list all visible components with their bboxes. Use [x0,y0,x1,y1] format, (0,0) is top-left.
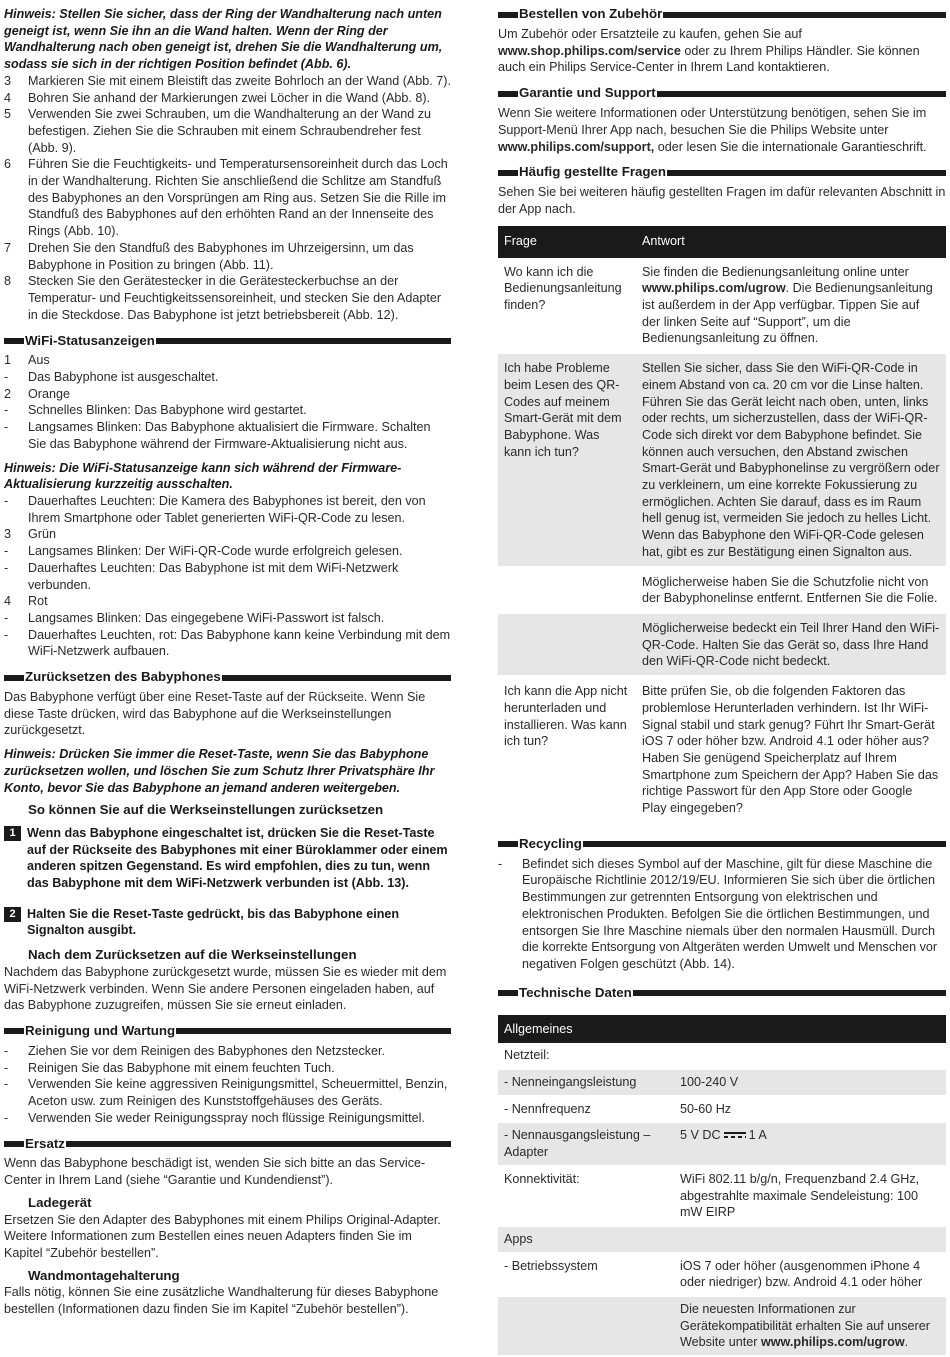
table-row: - Nennfrequenz 50-60 Hz [498,1096,946,1123]
heading-bar [498,91,518,97]
column-header-question: Frage [498,226,636,258]
section-heading-accessories: Bestellen von Zubehör [498,6,946,23]
heading-bar [663,12,946,18]
wall-mount-hint: Hinweis: Stellen Sie sicher, dass der Ring der Wandhalterung nach unten geneigt ist, wenn Sie ihn an die Wand halten. Wenn der Ring der Wandhalterung nach oben geneigt ist, drehen Sie die Wandhalterung um, sodass sie sich in der richtigen Position befindet (Abb. 6). [4,7,443,72]
list-item: - Verwenden Sie keine aggressiven Reinigungsmittel, Scheuermittel, Benzin, Aceton usw. zum Reinigen des Kunststoffgehäuses des Geräts. [4,1077,448,1109]
heading-bar [156,338,451,344]
dc-symbol-icon [724,1132,746,1140]
list-item: 4 Rot [4,594,48,609]
list-item: - Ziehen Sie vor dem Reinigen des Babyphones den Netzstecker. [4,1043,386,1058]
table-row: Möglicherweise haben Sie die Schutzfolie nicht von der Babyphonelinse entfernt. Entfernen Sie die Folie. [498,567,946,613]
after-reset-text: Nachdem das Babyphone zurückgesetzt wurde, müssen Sie es wieder mit dem WiFi-Netzwerk verbinden. Wenn Sie andere Personen eingeladen haben, auf das Babyphone zuzugreifen, müssen Sie sie erneut einladen. [4,964,447,1013]
faq-table [498,226,946,824]
wifi-hint: Hinweis: Die WiFi-Statusanzeige kann sich während der Firmware-Aktualisierung kurzzeitig ausschalten. [4,460,402,492]
section-heading-faq: Häufig gestellte Fragen [498,164,946,181]
section-heading-cleaning: Reinigung und Wartung [4,1023,451,1040]
table-row: Apps [498,1226,946,1253]
list-item: - Langsames Blinken: Der WiFi-QR-Code wurde erfolgreich gelesen. [4,544,403,559]
list-item: 8 Stecken Sie den Gerätestecker in die Gerätesteckerbuchse an der Temperatur- und Feuchtigkeitssensoreinheit, und stecken Sie den Adapter in die Steckdose. Das Babyphone ist jetzt betriebsbereit (Abb. 12). [4,274,442,322]
accessories-text: Um Zubehör oder Ersatzteile zu kaufen, gehen Sie auf www.shop.philips.com/service oder zu Ihrem Philips Händler. Sie können auch ein Philips Service-Center in Ihrem Land kontaktieren. [498,27,920,75]
wifi-status-list [4,352,451,452]
charger-heading: Ladegerät [28,1194,92,1210]
wifi-status-list-2 [4,493,451,660]
compat-link[interactable]: www.philips.com/ugrow [760,1335,905,1350]
heading-bar [4,1141,24,1147]
heading-bar [4,338,24,344]
support-text: Wenn Sie weitere Informationen oder Unterstützung benötigen, sehen Sie im Support-Menü Ihrer App nach, besuchen Sie die Philips Website unter www.philips.com/support, oder lesen Sie die internationale Garantieschrift. [498,106,927,154]
heading-bar [657,91,946,97]
replacement-text: Wenn das Babyphone beschädigt ist, wenden Sie sich bitte an das Service-Center in Ihrem Land (siehe “Garantie und Kundendienst”). [4,1156,426,1188]
ugrow-link[interactable]: www.philips.com/ugrow [642,281,786,296]
section-heading-support: Garantie und Support [498,85,946,102]
faq-intro: Sehen Sie bei weiteren häufig gestellten Fragen im dafür relevanten Abschnitt in der App nach. [498,185,946,216]
left-column [4,6,451,1318]
tech-table [498,1015,946,1357]
list-item: 1 Aus [4,353,50,368]
table-row: - Nenneingangsleistung 100-240 V [498,1069,946,1096]
list-item: 2 Orange [4,386,71,401]
heading-bar [667,170,946,176]
table-row: - Betriebssystem iOS 7 oder höher (ausgenommen iPhone 4 oder niedriger) bzw. Android 4.1 oder höher [498,1253,946,1296]
reset-step: 1 Wenn das Babyphone eingeschaltet ist, drücken Sie die Reset-Taste auf der Rückseite des Babyphones mit einer Büroklammer oder einem anderen spitzen Gegenstand. Es wird empfohlen, dies zu tun, wenn das Babyphone mit dem WiFi-Netzwerk verbunden ist (Abb. 13). [4,825,451,892]
table-row: Netzteil: [498,1043,946,1069]
section-heading-recycling: Recycling [498,836,946,853]
list-item: - Verwenden Sie weder Reinigungsspray noch flüssige Reinigungsmittel. [4,1110,425,1125]
heading-bar [498,170,518,176]
heading-bar [4,675,24,681]
section-heading-replacement: Ersatz [4,1135,451,1152]
section-heading-tech: Technische Daten [498,985,946,1002]
cleaning-list [4,1043,451,1127]
heading-bar [222,675,451,681]
list-item: 3 Grün [4,527,56,542]
wall-mount-text: Falls nötig, können Sie eine zusätzliche Wandhalterung für dieses Babyphone bestellen (Informationen dazu finden Sie im Kapitel “Zubehör bestellen”). [4,1285,439,1317]
table-header [498,226,946,258]
table-row: Die neuesten Informationen zur Gerätekompatibilität erhalten Sie auf unserer Website unter www.philips.com/ugrow. [498,1296,946,1356]
heading-bar [498,841,518,847]
right-column [498,6,946,1357]
column-header-answer: Antwort [636,226,946,258]
charger-text: Ersetzen Sie den Adapter des Babyphones mit einem Philips Original-Adapter. Weitere Informationen zum Bestellen eines neuen Adapters finden Sie im Kapitel “Zubehör bestellen”. [4,1212,441,1260]
list-item: - Langsames Blinken: Das eingegebene WiFi-Passwort ist falsch. [4,610,385,625]
shop-link[interactable]: www.shop.philips.com/service [498,43,681,58]
reset-text: Das Babyphone verfügt über eine Reset-Taste auf der Rückseite. Wenn Sie diese Taste drücken, wird das Babyphone auf die Werkseinstellungen zurückgesetzt. [4,690,426,738]
table-row: Wo kann ich die Bedienungsanleitung finden? Sie finden die Bedienungsanleitung online unter www.philips.com/ugrow. Die Bedienungsanleitung ist außerdem in der App verfügbar. Tippen Sie auf der linken Seite auf “Support”, um die Bedienungsanleitung zu öffnen. [498,258,946,354]
section-heading-wifi: WiFi-Statusanzeigen [4,332,451,349]
support-link[interactable]: www.philips.com/support, [498,139,655,154]
table-row: - Nennausgangsleistung – Adapter 5 V DC 1 A [498,1122,946,1165]
wall-mount-heading: Wandmontagehalterung [28,1267,180,1283]
list-item: - Dauerhaftes Leuchten: Das Babyphone ist mit dem WiFi-Netzwerk verbunden. [4,560,399,592]
list-item: 6 Führen Sie die Feuchtigkeits- und Temperatursensoreinheit durch das Loch in der Wandhalterung. Richten Sie anschließend die Schlitze am Standfuß des Babyphones an den Vorsprüngen am Ring aus. Setzen Sie die Rille im Standfuß des Babyphones auf den erhöhten Rand an der Innenseite des Rings (Abb. 10). [4,157,448,239]
list-item: - Befindet sich dieses Symbol auf der Maschine, gilt für diese Maschine die Europäische Richtlinie 2012/19/EU. Informieren Sie sich über die örtlichen Bestimmungen zur getrennten Entsorgung von elektrischen und elektronischen Produkten. Befolgen Sie die örtlichen Bestimmungen, und entsorgen Sie Ihre Maschine niemals über den normalen Hausmüll. Durch die korrekte Entsorgung von Altgeräten werden Umwelt und Menschen vor negativen Folgen geschützt (Abb. 14). [498,856,938,971]
heading-bar [4,1028,24,1034]
heading-bar [176,1028,451,1034]
heading-bar [66,1141,451,1147]
table-row: Ich kann die App nicht herunterladen und installieren. Was kann ich tun? Bitte prüfen Sie, ob die folgenden Faktoren das problemlose Herunterladen verhindern. Ist Ihr WiFi-Signal stabil und stark genug? Führt Ihr Smart-Gerät iOS 7 oder höher bzw. Android 4.1 oder höher aus? Haben Sie genügend Speicherplatz auf Ihrem Smartphone zum Speichern der App? Haben Sie das richtige Passwort für den App Store oder Google Play eingegeben? [498,676,946,823]
table-row: Konnektivität: WiFi 802.11 b/g/n, Frequenzband 2.4 GHz, abgestrahlte maximale Sendeleistung: 100 mW EIRP [498,1166,946,1226]
section-heading-reset: Zurücksetzen des Babyphones [4,669,451,686]
table-row: Möglicherweise bedeckt ein Teil Ihrer Hand den WiFi-QR-Code. Halten Sie das Gerät so, dass Ihre Hand den WiFi-QR-Code nicht bedeckt. [498,613,946,676]
factory-reset-heading: So können Sie auf die Werkseinstellungen zurücksetzen [28,802,384,818]
reset-step: 2 Halten Sie die Reset-Taste gedrückt, bis das Babyphone einen Signalton ausgibt. [4,906,451,939]
table-row: Ich habe Probleme beim Lesen des QR-Codes auf meinem Smart-Gerät mit dem Babyphone. Was kann ich tun? Stellen Sie sicher, dass Sie den WiFi-QR-Code in einem Abstand von ca. 20 cm vor die Linse halten. Führen Sie das Gerät leicht nach oben, unten, links oder rechts, um sicherzustellen, dass der WiFi-QR-Code sich direkt vor dem Babyphone befindet. Sie können auch versuchen, den Abstand zwischen Smart-Gerät und Babyphonelinse zu vergrößern oder zu verkleinern, um eine korrekte Fokussierung zu ermöglichen. Achten Sie darauf, dass es im Raum hell genug ist, vermeiden Sie jedoch zu helles Licht. Wenn das Babyphone den WiFi-QR-Code gelesen hat, gibt es zur Bestätigung einen Signalton aus. [498,353,946,566]
list-item: - Langsames Blinken: Das Babyphone aktualisiert die Firmware. Schalten Sie das Babyphone während der Firmware-Aktualisierung nicht aus. [4,420,431,451]
table-header: Allgemeines [498,1015,946,1044]
list-item: - Schnelles Blinken: Das Babyphone wird gestartet. [4,403,307,418]
reset-hint: Hinweis: Drücken Sie immer die Reset-Taste, wenn Sie das Babyphone zurücksetzen wollen, und löschen Sie zum Schutz Ihrer Privatsphäre Ihr Konto, bevor Sie das Babyphone an jemand anderen weitergeben. [4,747,435,795]
heading-bar [498,990,518,996]
heading-bar [583,841,946,847]
list-item: - Reinigen Sie das Babyphone mit einem feuchten Tuch. [4,1060,335,1075]
list-item: 4 Bohren Sie anhand der Markierungen zwei Löcher in die Wand (Abb. 8). [4,90,431,105]
heading-bar [633,990,946,996]
numbered-steps [4,73,451,324]
list-item: 7 Drehen Sie den Standfuß des Babyphones im Uhrzeigersinn, um das Babyphone in Position zu bringen (Abb. 11). [4,240,414,272]
heading-bar [498,12,518,18]
list-item: - Dauerhaftes Leuchten, rot: Das Babyphone kann keine Verbindung mit dem WiFi-Netzwerk aufbauen. [4,627,451,659]
list-item: - Dauerhaftes Leuchten: Die Kamera des Babyphones ist bereit, den von Ihrem Smartphone oder Tablet generierten WiFi-QR-Code zu lesen. [4,493,426,525]
list-item: 5 Verwenden Sie zwei Schrauben, um die Wandhalterung an der Wand zu befestigen. Ziehen Sie die Schrauben mit einem Schraubendreher fest (Abb. 9). [4,107,432,155]
list-item: - Das Babyphone ist ausgeschaltet. [4,370,219,385]
list-item: 3 Markieren Sie mit einem Bleistift das zweite Bohrloch an der Wand (Abb. 7). [4,73,452,88]
after-reset-heading: Nach dem Zurücksetzen auf die Werkseinstellungen [28,947,357,963]
